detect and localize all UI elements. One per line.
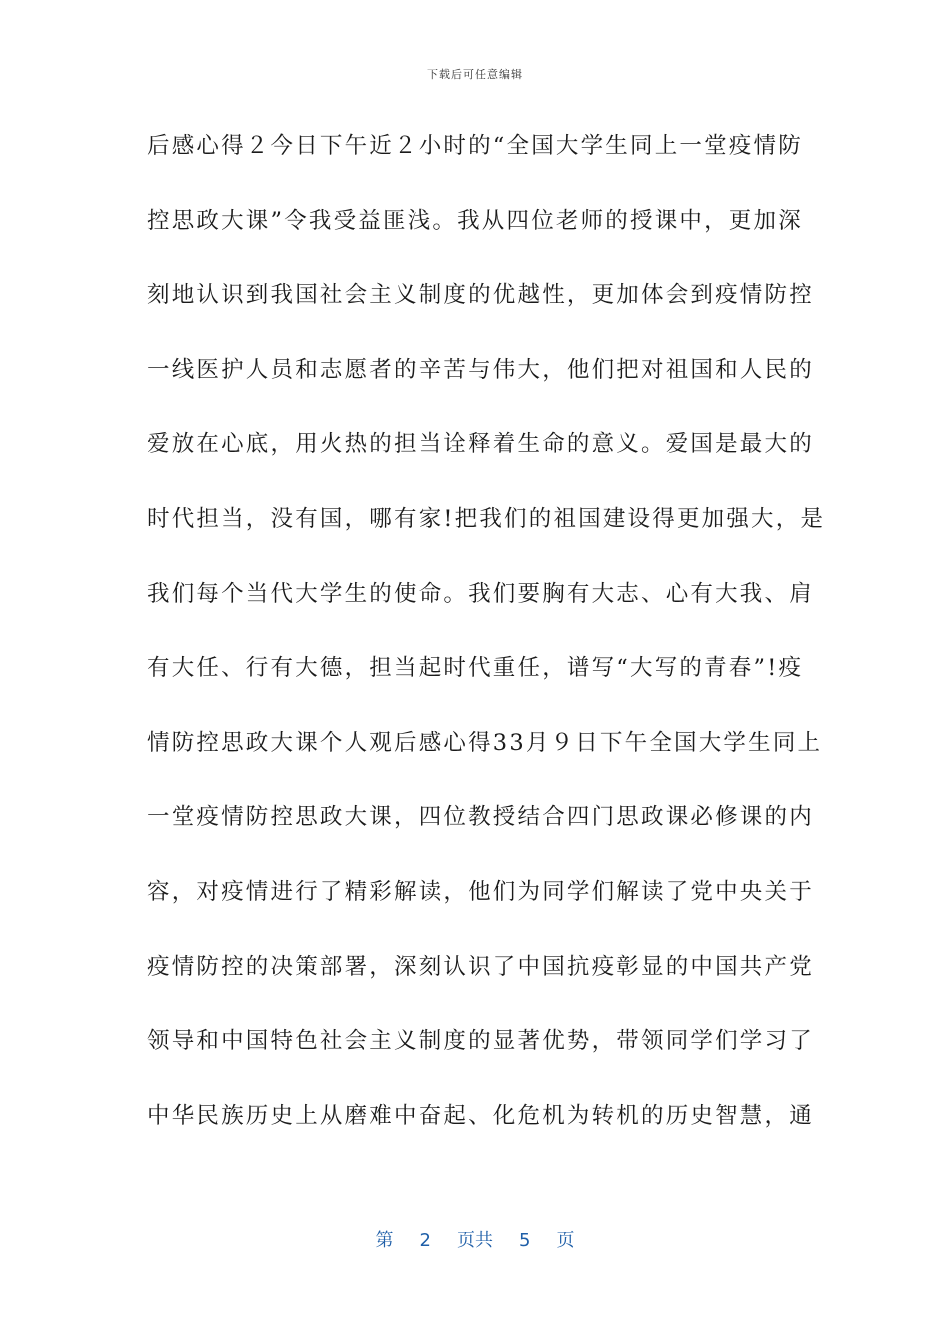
body-line: 爱放在心底，用火热的担当诠释着生命的意义。爱国是最大的 xyxy=(147,431,814,458)
body-line: 控思政大课”令我受益匪浅。我从四位老师的授课中，更加深 xyxy=(147,207,803,234)
body-line: 疫情防控的决策部署，深刻认识了中国抗疫彰显的中国共产党 xyxy=(147,953,814,980)
body-line: 容，对疫情进行了精彩解读，他们为同学们解读了党中央关于 xyxy=(147,878,814,905)
footer-suffix: 页 xyxy=(556,1230,575,1251)
body-line: 刻地认识到我国社会主义制度的优越性，更加体会到疫情防控 xyxy=(147,282,814,309)
body-line: 领导和中国特色社会主义制度的显著优势，带领同学们学习了 xyxy=(147,1028,814,1055)
body-line: 中华民族历史上从磨难中奋起、化危机为转机的历史智慧，通 xyxy=(147,1102,814,1129)
body-line: 一堂疫情防控思政大课，四位教授结合四门思政课必修课的内 xyxy=(147,804,814,831)
page-footer xyxy=(0,1226,950,1252)
footer-middle: 页共 xyxy=(457,1230,493,1251)
document-body xyxy=(147,128,826,1172)
body-line: 情防控思政大课个人观后感心得33月９日下午全国大学生同上 xyxy=(147,729,823,756)
body-line: 后感心得２今日下午近２小时的“全国大学生同上一堂疫情防 xyxy=(147,133,803,159)
body-line: 我们每个当代大学生的使命。我们要胸有大志、心有大我、肩 xyxy=(147,580,814,607)
body-line: 一线医护人员和志愿者的辛苦与伟大，他们把对祖国和人民的 xyxy=(147,356,814,383)
footer-current-page: 2 xyxy=(419,1230,431,1251)
header-note: 下载后可任意编辑 xyxy=(427,68,523,81)
footer-total-pages: 5 xyxy=(519,1230,531,1251)
footer-prefix: 第 xyxy=(375,1230,394,1251)
body-line: 有大任、行有大德，担当起时代重任，谱写“大写的青春”!疫 xyxy=(147,655,804,682)
body-line: 时代担当，没有国，哪有家!把我们的祖国建设得更加强大，是 xyxy=(147,505,826,532)
